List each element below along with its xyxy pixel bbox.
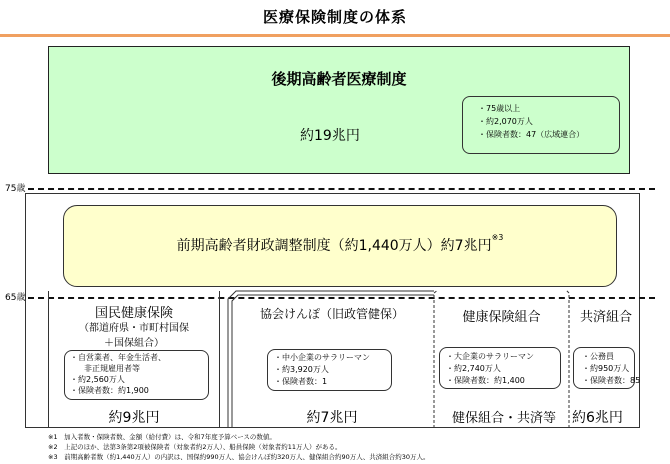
- kokuho-sub1: （都道府県・市町村国保: [79, 323, 189, 334]
- title-underline: [0, 34, 670, 37]
- kyosai-bullet: ・約950万人: [582, 364, 630, 373]
- latter-elderly-bullet: ・約2,070万人: [478, 117, 533, 126]
- kokuho-bullet: ・自営業者、年金生活者、: [70, 353, 166, 362]
- footnote: ※3 前期高齢者数（約1,440万人）の内訳は、国保約990万人、協会けんぽ約320万人、健保組合約90万人、共済組合約30万人。: [48, 453, 430, 461]
- kokuho-bullet: ・保険者数：約1,900: [70, 386, 149, 395]
- footnote: ※2 上記のほか、法第3条第2項被保険者（対象者約2万人）、船員保険（対象者約11万人）がある。: [48, 443, 342, 451]
- kokuho-amount: 約9兆円: [108, 410, 160, 426]
- kumiai-bullet: ・大企業のサラリーマン: [446, 352, 534, 361]
- page-title: 医療保険制度の体系: [262, 8, 407, 26]
- kyosai-bullet: ・公務員: [582, 352, 614, 361]
- adjustment-label: 前期高齢者財政調整制度（約1,440万人）約7兆円: [176, 238, 492, 254]
- kyosai-name: 共済組合: [579, 310, 632, 325]
- adjustment-text: [63, 235, 617, 255]
- latter-elderly-title: 後期高齢者医療制度: [271, 70, 407, 88]
- kyokai-bullet: ・保険者数：1: [274, 377, 328, 386]
- kumiai-name: 健康保険組合: [462, 310, 541, 325]
- kumiai-bullet: ・約2,740万人: [446, 364, 501, 373]
- kokuho-bullet: 非正規雇用者等: [84, 364, 140, 373]
- latter-elderly-bullet: ・保険者数：47（広域連合）: [478, 130, 585, 139]
- kumiai-bullet: ・保険者数：約1,400: [446, 376, 525, 385]
- age-65-label: 65歳: [5, 293, 26, 303]
- kyokai-bullet: ・約3,920万人: [274, 365, 329, 374]
- latter-elderly-amount: 約19兆円: [300, 128, 360, 144]
- kyokai-name: 協会けんぽ（旧政管健保）: [259, 307, 404, 321]
- latter-elderly-bullet: ・75歳以上: [478, 104, 521, 113]
- footnote: ※1 加入者数・保険者数、金額（給付費）は、令和7年度予算ベースの数値。: [48, 433, 276, 441]
- kyosai-bullet: ・保険者数：85: [582, 376, 641, 385]
- combined-label: 健保組合・共済等: [452, 411, 557, 426]
- kyokai-bullet: ・中小企業のサラリーマン: [274, 353, 370, 362]
- age-75-line: [28, 188, 655, 190]
- adjustment-note-mark: ※3: [491, 233, 504, 242]
- kyokai-amount: 約7兆円: [306, 410, 358, 426]
- kokuho-name: 国民健康保険: [94, 306, 173, 321]
- combined-amount: 約6兆円: [572, 410, 623, 426]
- kokuho-sub2: ＋国保組合）: [104, 338, 164, 349]
- kokuho-bullet: ・約2,560万人: [70, 375, 125, 384]
- age-75-label: 75歳: [5, 184, 26, 194]
